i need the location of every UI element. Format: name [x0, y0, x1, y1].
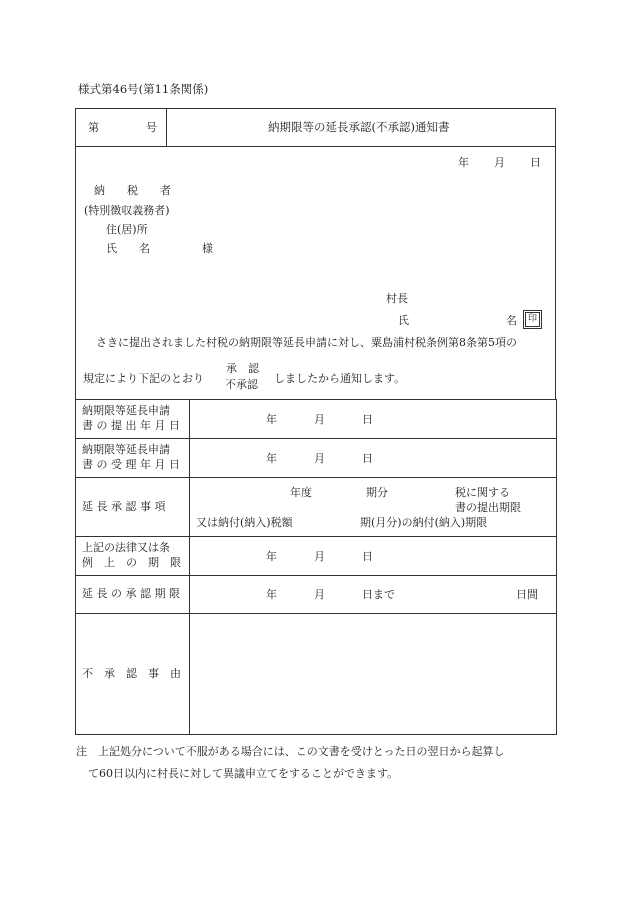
disapprove-option: 不承認: [225, 378, 258, 391]
table-row: [76, 439, 557, 478]
date-year: 年: [458, 156, 469, 169]
honorific: 様: [202, 242, 213, 255]
notice-body: [75, 146, 556, 399]
date-day: 日: [530, 156, 541, 169]
note-line-2: て60日以内に村長に対して異議申立てをすることができます。: [88, 767, 399, 780]
document-title: 納期限等の延長承認(不承認)通知書: [268, 120, 450, 134]
seal-icon: 印: [525, 312, 540, 327]
header-box: [75, 108, 556, 146]
table-row: [76, 537, 557, 576]
address-label: 住(居)所: [106, 223, 148, 236]
disapproval-reason-label: 不 承 認 事 由: [76, 614, 190, 735]
submit-date-value: 年 月 日: [190, 400, 557, 439]
issuer-name-right: 名: [506, 314, 517, 327]
receipt-date-value: 年 月 日: [190, 439, 557, 478]
seal-mark: [523, 310, 542, 329]
form-label: 様式第46号(第11条関係): [78, 82, 209, 96]
legal-deadline-value: 年 月 日: [190, 537, 557, 576]
date-month: 月: [494, 156, 505, 169]
table-row: [76, 400, 557, 439]
table-row: [76, 614, 557, 735]
detail-table: [75, 399, 557, 735]
body-line-2-right: しましたから通知します。: [274, 372, 406, 385]
approval-items-value: 年度 期分 税に関する 書の提出期限 又は納付(納入)税額 期(月分)の納付(納入)期限: [190, 478, 557, 537]
special-collector-label: (特別徴収義務者): [84, 204, 170, 217]
extension-deadline-label: 延 長 の 承 認 期 限: [76, 576, 190, 614]
receipt-date-label: 納期限等延長申請 書 の 受 理 年 月 日: [76, 439, 190, 478]
table-row: [76, 478, 557, 537]
number-suffix: 号: [146, 121, 157, 134]
legal-deadline-label: 上記の法律又は条 例 上 の 期 限: [76, 537, 190, 576]
body-line-1: さきに提出されました村税の納期限等延長申請に対し、粟島浦村税条例第8条第5項の: [96, 336, 517, 349]
header-divider: [166, 109, 167, 146]
note-line-1: 注 上記処分について不服がある場合には、この文書を受けとった日の翌日から起算し: [76, 745, 505, 758]
issuer-name-left: 氏: [398, 314, 409, 327]
body-line-2-left: 規定により下記のとおり: [83, 372, 204, 385]
approval-items-label: 延 長 承 認 事 項: [76, 478, 190, 537]
number-prefix: 第: [88, 121, 99, 134]
approve-option: 承 認: [226, 362, 259, 375]
name-label: 氏 名: [106, 242, 150, 255]
disapproval-reason-value: [190, 614, 557, 735]
taxpayer-label: 納 税 者: [94, 184, 171, 197]
submit-date-label: 納期限等延長申請 書 の 提 出 年 月 日: [76, 400, 190, 439]
issuer-title: 村長: [386, 292, 408, 305]
table-row: [76, 576, 557, 614]
extension-deadline-value: 年 月 日まで 日間: [190, 576, 557, 614]
